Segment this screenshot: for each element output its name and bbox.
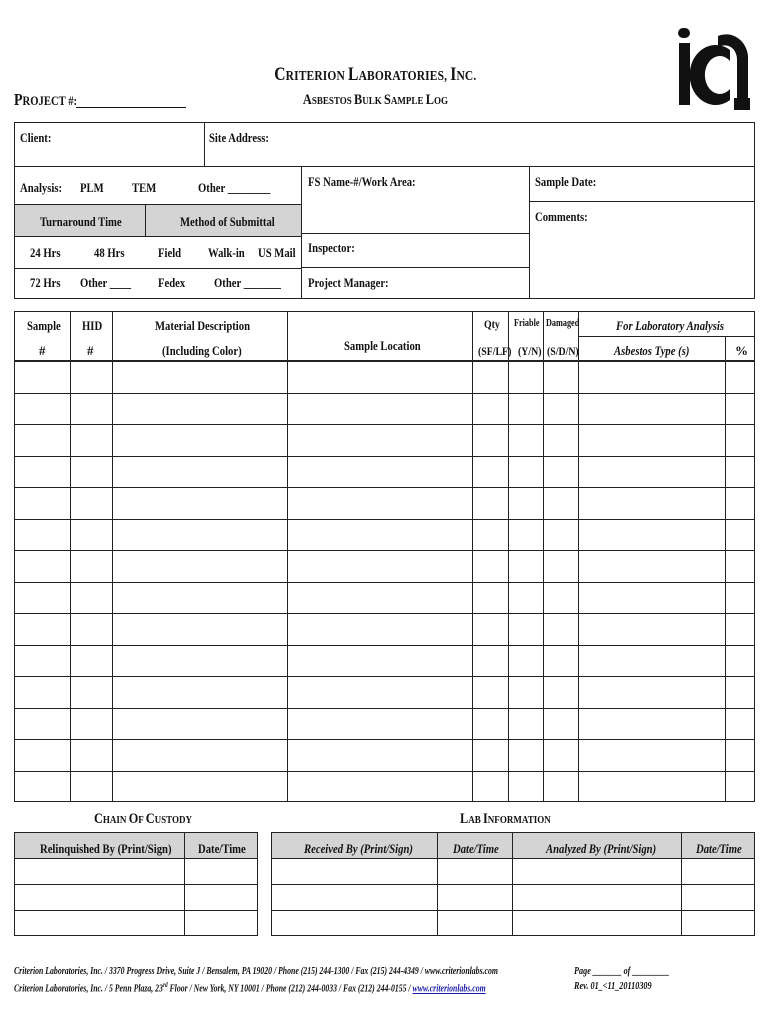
footer-address-pa: Criterion Laboratories, Inc. / 3370 Progress Drive, Suite J / Bensalem, PA 19020 / Phone (215) 244-1300 / Fax (215) 244-4349 / www.criterionlabs.com [14, 966, 498, 977]
col-qty: Qty [484, 317, 500, 331]
footer-address-ny: Criterion Laboratories, Inc. / 5 Penn Plaza, 23rd Floor / New York, NY 10001 / Phone (212) 244-0033 / Fax (212) 244-0155 / www.criterionlabs.com [14, 981, 486, 995]
col-material-sub: (Including Color) [162, 343, 242, 358]
col-sample: Sample [27, 318, 61, 333]
table-row[interactable] [14, 550, 755, 582]
col-asbestos-type: Asbestos Type (s) [614, 343, 690, 358]
method-walkin[interactable]: Walk-in [208, 245, 245, 260]
lab-analysis-heading: For Laboratory Analysis [616, 318, 724, 333]
col-percent: % [735, 343, 748, 358]
table-row[interactable] [14, 676, 755, 708]
inspector-label: Inspector: [308, 240, 355, 255]
project-number-label: PROJECT #: [14, 90, 78, 109]
table-row[interactable] [14, 582, 755, 614]
col-damaged-sub: (S/D/N) [547, 344, 579, 358]
col-friable: Friable [514, 318, 540, 329]
table-row[interactable] [14, 361, 755, 393]
col-damaged: Damaged [546, 318, 580, 329]
col-relinquished: Relinquished By (Print/Sign) [40, 841, 172, 856]
col-material: Material Description [155, 318, 251, 333]
col-sample-number: # [39, 343, 46, 358]
table-row[interactable] [14, 487, 755, 519]
project-number-field[interactable] [76, 107, 186, 108]
company-logo [676, 26, 752, 112]
method-other[interactable]: Other _______ [214, 275, 282, 290]
revision-label: Rev. 01_<11_20110309 [574, 981, 652, 992]
table-row[interactable] [14, 739, 755, 771]
sample-date-label: Sample Date: [535, 174, 597, 189]
chain-of-custody-heading: CHAIN OF CUSTODY [94, 811, 193, 827]
col-sample-location: Sample Location [344, 338, 421, 353]
col-analyzed: Analyzed By (Print/Sign) [546, 841, 657, 856]
lab-information-heading: LAB INFORMATION [460, 811, 551, 827]
page-counter: Page _______ of _________ [574, 966, 670, 977]
turnaround-24hrs[interactable]: 24 Hrs [30, 245, 61, 260]
ica-logo-icon [676, 26, 752, 112]
col-hid: HID [82, 318, 103, 333]
turnaround-other[interactable]: Other ____ [80, 275, 132, 290]
analysis-plm-option[interactable]: PLM [80, 180, 104, 195]
col-friable-sub: (Y/N) [518, 344, 542, 358]
table-row[interactable] [14, 456, 755, 488]
site-address-label: Site Address: [209, 130, 269, 145]
table-row[interactable] [14, 613, 755, 645]
col-datetime-received: Date/Time [453, 841, 499, 856]
method-usmail[interactable]: US Mail [258, 245, 296, 260]
turnaround-72hrs[interactable]: 72 Hrs [30, 275, 61, 290]
client-label: Client: [20, 130, 52, 145]
table-row[interactable] [14, 708, 755, 740]
analysis-other-field[interactable]: Other ________ [198, 180, 271, 195]
method-fedex[interactable]: Fedex [158, 275, 186, 290]
col-hid-number: # [87, 343, 94, 358]
form-title: ASBESTOS BULK SAMPLE LOG [302, 92, 448, 108]
fs-name-label: FS Name-#/Work Area: [308, 174, 416, 189]
col-qty-sub: (SF/LF) [478, 344, 512, 358]
col-received: Received By (Print/Sign) [304, 841, 413, 856]
method-heading: Method of Submittal [180, 214, 275, 229]
table-row[interactable] [14, 393, 755, 425]
analysis-label: Analysis: [20, 180, 63, 195]
turnaround-48hrs[interactable]: 48 Hrs [94, 245, 125, 260]
table-row[interactable] [14, 424, 755, 456]
footer-website-link[interactable]: www.criterionlabs.com [412, 983, 486, 995]
company-name: CRITERION LABORATORIES, INC. [273, 64, 477, 85]
table-row[interactable] [14, 519, 755, 551]
col-datetime-relinquished: Date/Time [198, 841, 246, 856]
comments-label: Comments: [535, 209, 588, 224]
project-manager-label: Project Manager: [308, 275, 389, 290]
analysis-tem-option[interactable]: TEM [132, 180, 157, 195]
col-datetime-analyzed: Date/Time [696, 841, 742, 856]
turnaround-heading: Turnaround Time [40, 214, 122, 229]
method-field[interactable]: Field [158, 245, 182, 260]
table-row[interactable] [14, 771, 755, 803]
table-row[interactable] [14, 645, 755, 677]
